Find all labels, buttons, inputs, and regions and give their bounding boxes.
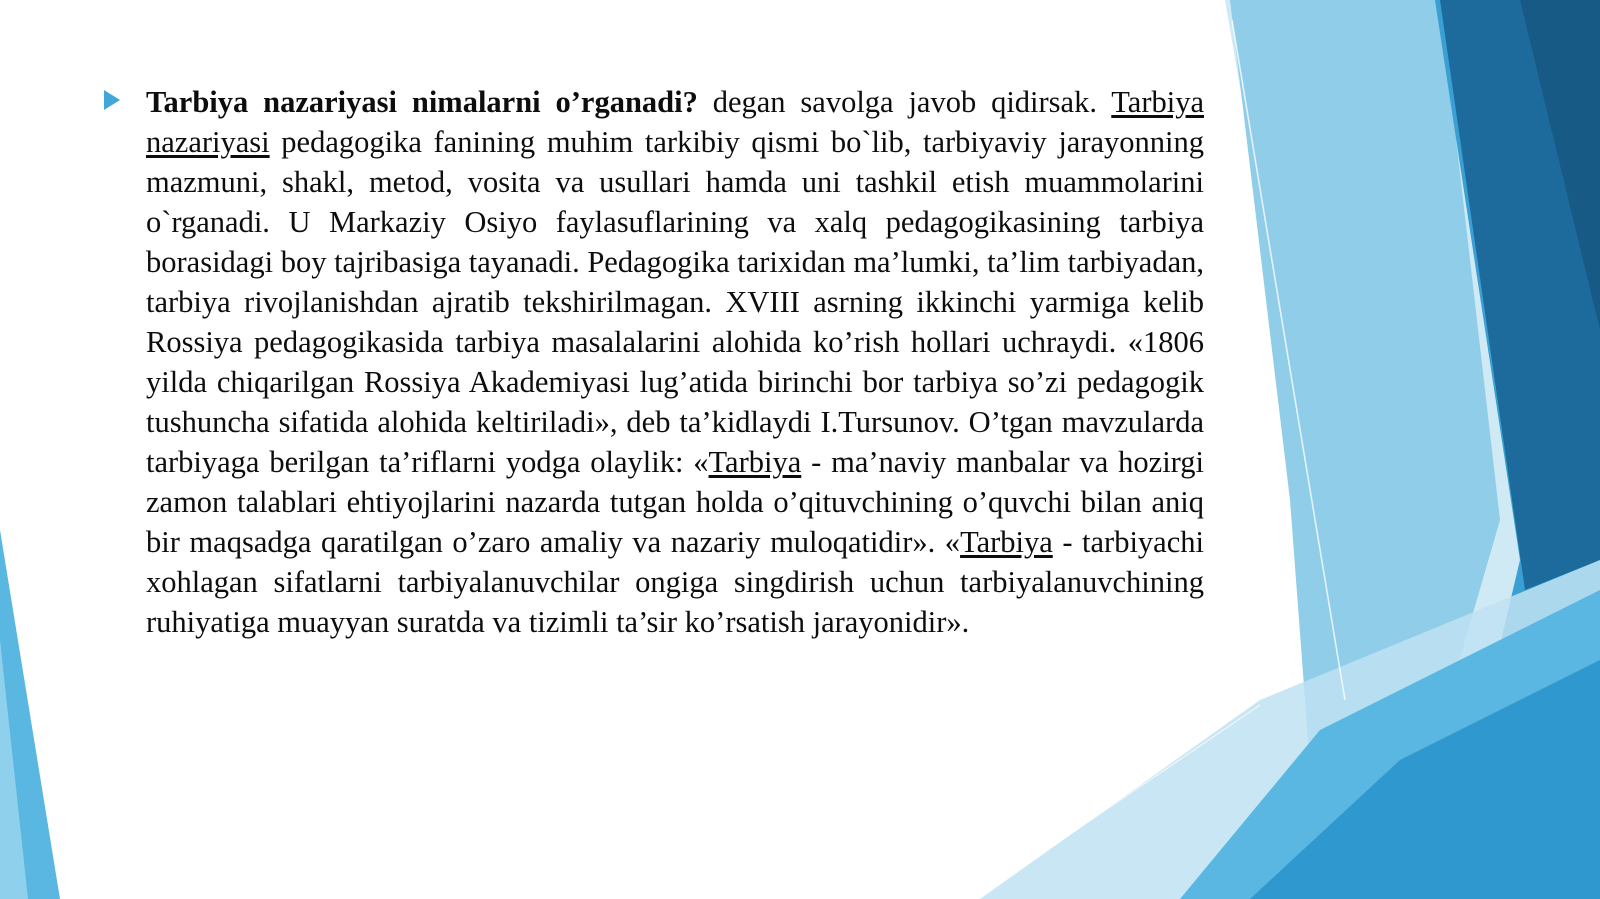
question-heading: Tarbiya nazariyasi nimalarni o’rganadi? [146,85,698,119]
underlined-term-1: Tarbiya nazariyasi [146,85,1204,159]
paragraph-body-2: - ma’naviy manbalar va hozirgi zamon talablari ehtiyojlarini nazarda tutgan holda o’qituvchining o’quvchi bilan aniq bir maqsadga qaratilgan o’zaro amaliy va nazariy muloqatidir». « [146,445,1204,559]
right-triangle-bullet-icon [102,88,122,112]
paragraph-body-3: - tarbiyachi xohlagan sifatlarni tarbiyalanuvchilar ongiga singdirish uchun tarbiyalanuvchining ruhiyatiga muayyan suratda va tizimli ta’sir ko’rsatish jarayonidir». [146,525,1204,639]
underlined-term-3: Tarbiya [960,525,1053,559]
body-paragraph [146,82,1204,642]
paragraph-body-1: pedagogika fanining muhim tarkibiy qismi bo`lib, tarbiyaviy jarayonning mazmuni, shakl, metod, vosita va usullari hamda uni tashkil etish muammolarini o`rganadi. U Markaziy Osiyo faylasuflarining va xalq pedagogikasining tarbiya borasidagi boy tajribasiga tayanadi. Pedagogika tarixidan ma’lumki, ta’lim tarbiyadan, tarbiya rivojlanishdan ajratib tekshirilmagan. XVIII asrning ikkinchi yarmiga kelib Rossiya pedagogikasida tarbiya masalalarini alohida ko’rish hollari uchraydi. «1806 yilda chiqarilgan Rossiya Akademiyasi lug’atida birinchi bor tarbiya so’zi pedagogik tushuncha sifatida alohida keltiriladi», deb ta’kidlaydi I.Tursunov. O’tgan mavzularda tarbiyaga berilgan ta’riflarni yodga olaylik: « [146,125,1204,479]
underlined-term-2: Tarbiya [708,445,802,479]
question-rest: degan savolga javob qidirsak. [697,85,1112,119]
